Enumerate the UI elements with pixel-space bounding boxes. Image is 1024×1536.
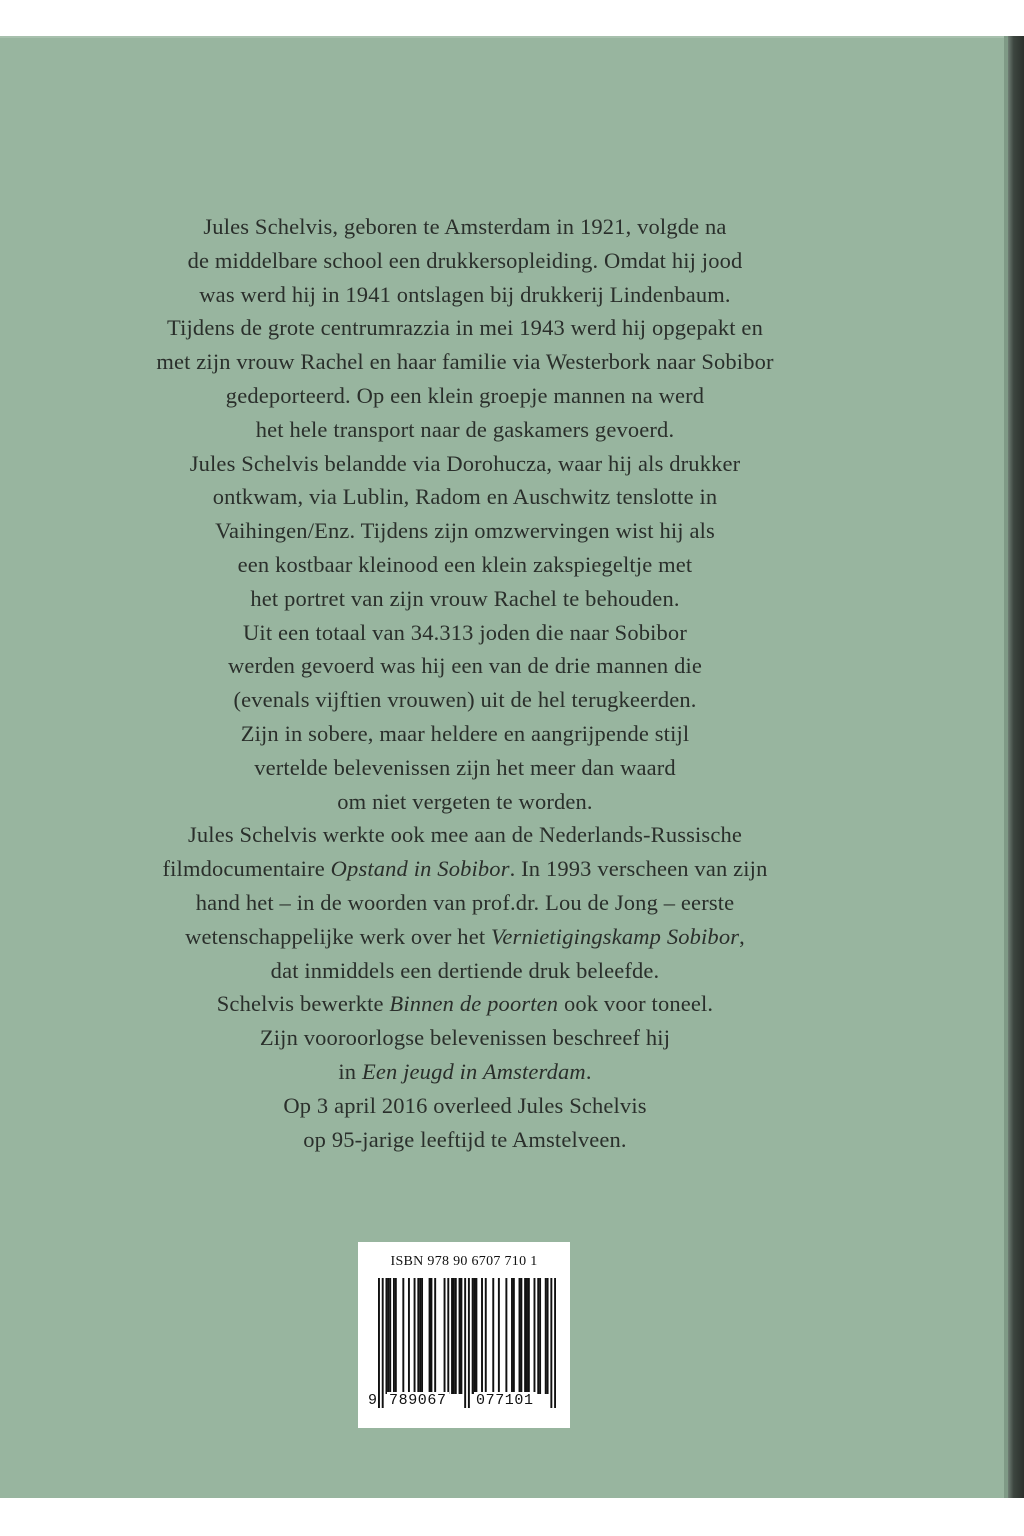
blurb-text: dat inmiddels een dertiende druk beleefde. [270,957,660,983]
barcode-digits-left: 789067 [389,1392,447,1409]
blurb-text: Op 3 april 2016 overleed Jules Schelvis [283,1092,647,1118]
blurb-text: gedeporteerd. Op een klein groepje mannen na werd [225,382,705,408]
barcode-bar [395,1278,397,1394]
blurb-text: op 95-jarige leeftijd te Amstelveen. [303,1126,627,1152]
barcode-bar [474,1278,476,1394]
blurb-text: hand het – in de woorden van prof.dr. Lou de Jong – eerste [195,889,735,915]
blurb-line [100,987,830,1021]
blurb-text: ook voor toneel. [558,991,714,1017]
barcode-bar [468,1278,470,1408]
barcode-bar [475,1278,477,1394]
blurb-text: wetenschappelijke werk over het [185,923,492,949]
blurb-line [100,649,830,683]
blurb-line [100,548,830,582]
barcode-bar [539,1278,541,1394]
blurb-text: (evenals vijftien vrouwen) uit de hel terugkeerden. [233,687,697,713]
barcode-bar [444,1278,446,1394]
barcode-bar [526,1278,528,1394]
blurb-title-italic: Opstand in Sobibor [330,856,510,882]
barcode-bar [417,1278,419,1394]
blurb-line [100,920,830,954]
barcode-bar [421,1278,423,1394]
blurb-text: filmdocumentaire [162,856,331,882]
blurb-line [100,278,830,312]
blurb-line [100,751,830,785]
barcode-bar [534,1278,536,1394]
blurb-text: . In 1993 verscheen van zijn [509,856,768,882]
blurb-line [100,345,830,379]
barcode-bar [434,1278,436,1394]
barcode-bar [393,1278,395,1394]
blurb-text: Tijdens de grote centrumrazzia in mei 1943 werd hij opgepakt en [167,315,763,341]
barcode-bar [460,1278,462,1394]
barcode-bar [498,1278,500,1394]
barcode-bar [519,1278,521,1394]
barcode-bar [419,1278,421,1394]
blurb-text: vertelde belevenissen zijn het meer dan waard [254,754,676,780]
blurb-text: ontkwam, via Lublin, Radom en Auschwitz tenslotte in [212,484,718,510]
back-cover-blurb [100,210,830,1156]
blurb-text: het portret van zijn vrouw Rachel te behouden. [250,585,680,611]
blurb-title-italic: Een jeugd in Amsterdam [361,1058,586,1084]
book-spine [1008,36,1024,1498]
blurb-line [100,616,830,650]
barcode-bar [545,1278,547,1394]
barcode-bar [464,1278,466,1408]
blurb-text: Vaihingen/Enz. Tijdens zijn omzwervingen wist hij als [215,518,715,544]
barcode-bar [455,1278,457,1394]
blurb-text: Zijn in sobere, maar heldere en aangrijpende stijl [240,720,690,746]
barcode-digits-right: 077101 [476,1392,534,1409]
barcode-bar [485,1278,487,1394]
blurb-text: de middelbare school een drukkersopleiding. Omdat hij jood [187,247,743,273]
blurb-line [100,413,830,447]
barcode-bar [451,1278,453,1394]
barcode-bar [537,1278,539,1394]
blurb-line [100,379,830,413]
barcode-bar [389,1278,391,1394]
barcode-label [358,1242,570,1428]
blurb-text: Zijn vooroorlogse belevenissen beschreef hij [259,1025,671,1051]
blurb-title-italic: Binnen de poorten [389,991,559,1017]
blurb-line [100,480,830,514]
blurb-line [100,210,830,244]
blurb-text: om niet vergeten te worden. [337,788,593,814]
barcode-bar [382,1278,384,1408]
barcode-bar [402,1278,404,1394]
blurb-text: Schelvis bewerkte [216,991,390,1017]
blurb-text: het hele transport naar de gaskamers gevoerd. [255,416,675,442]
barcode-bar [511,1278,513,1394]
blurb-line [100,582,830,616]
barcode-bar [459,1278,461,1394]
blurb-line [100,447,830,481]
blurb-line [100,311,830,345]
blurb-text: was werd hij in 1941 ontslagen bij drukkerij Lindenbaum. [199,281,731,307]
barcode-bar [472,1278,474,1394]
blurb-line [100,852,830,886]
blurb-text: werden gevoerd was hij een van de drie mannen die [227,653,703,679]
barcode-bar [429,1278,431,1394]
blurb-line [100,717,830,751]
blurb-line [100,514,830,548]
barcode-digits [358,1392,570,1414]
barcode-bar [430,1278,432,1394]
barcode-bar [481,1278,483,1394]
barcode-bars [378,1278,556,1408]
barcode-bar [408,1278,410,1394]
blurb-line [100,244,830,278]
blurb-line [100,1055,830,1089]
blurb-line [100,1123,830,1157]
blurb-line [100,1021,830,1055]
blurb-text: een kostbaar kleinood een klein zakspiegeltje met [237,551,693,577]
isbn-number: ISBN 978 90 6707 710 1 [390,1254,538,1269]
barcode-bar [554,1278,556,1408]
blurb-line [100,1089,830,1123]
barcode-bar [524,1278,526,1394]
barcode-bar [505,1278,507,1394]
barcode-bar [513,1278,515,1394]
barcode-bar [550,1278,552,1408]
blurb-text: Jules Schelvis belandde via Dorohucza, waar hij als drukker [189,450,741,476]
barcode-bar [492,1278,494,1394]
barcode-bar [414,1278,416,1394]
blurb-text: met zijn vrouw Rachel en haar familie via Westerbork naar Sobibor [156,349,774,375]
blurb-line [100,785,830,819]
barcode-bar [447,1278,449,1394]
blurb-text: Jules Schelvis werkte ook mee aan de Nederlands-Russische [187,822,743,848]
barcode-bar [378,1278,380,1408]
blurb-line [100,683,830,717]
barcode-bar [520,1278,522,1394]
barcode-bar [547,1278,549,1394]
blurb-line [100,954,830,988]
barcode-bar [528,1278,530,1394]
blurb-title-italic: Vernietigingskamp Sobibor [491,923,740,949]
blurb-line [100,886,830,920]
blurb-text: in [338,1058,362,1084]
barcode-bar [453,1278,455,1394]
barcode-digit-first: 9 [368,1392,378,1409]
blurb-line [100,818,830,852]
blurb-text: Uit een totaal van 34.313 joden die naar Sobibor [243,619,687,645]
blurb-text: Jules Schelvis, geboren te Amsterdam in 1921, volgde na [203,214,727,239]
blurb-text: . [585,1058,592,1084]
barcode-bar [387,1278,389,1394]
blurb-text: , [739,923,745,949]
barcode-bar [385,1278,387,1394]
